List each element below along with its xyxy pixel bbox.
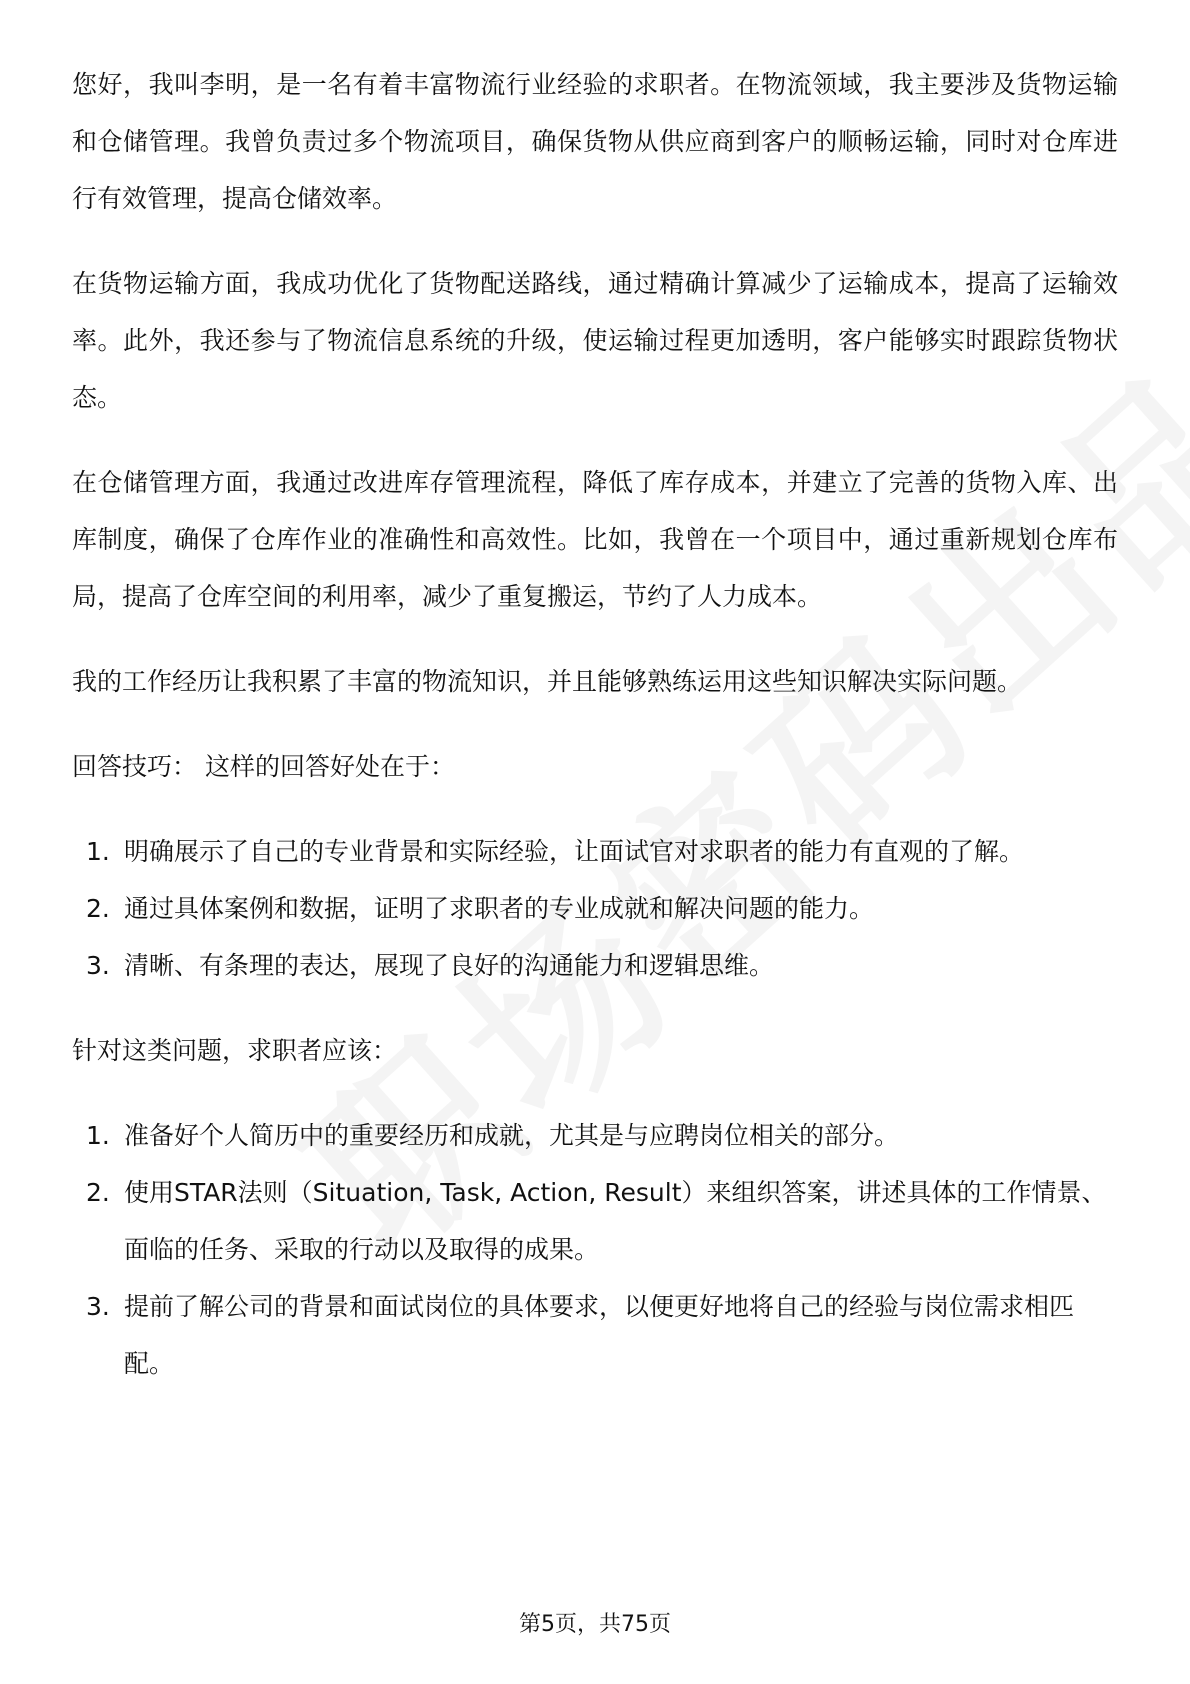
list-item [72, 823, 1118, 880]
list-item-text: 提前了解公司的背景和面试岗位的具体要求，以便更好地将自己的经验与岗位需求相匹配。 [124, 1292, 1075, 1378]
list-item [72, 937, 1118, 994]
list-item-text: 明确展示了自己的专业背景和实际经验，让面试官对求职者的能力有直观的了解。 [124, 837, 1025, 866]
advice-heading: 针对这类问题，求职者应该： [72, 1036, 398, 1065]
list-number: 3. [86, 1292, 110, 1321]
list-item [72, 1107, 1118, 1164]
list-item [72, 1164, 1118, 1278]
list-number: 1. [86, 1121, 110, 1150]
list-number: 2. [86, 1178, 110, 1207]
document-body [72, 56, 1118, 1420]
list-item-text: 使用STAR法则（Situation, Task, Action, Result）来组织答案，讲述具体的工作情景、面临的任务、采取的行动以及取得的成果。 [124, 1178, 1107, 1264]
list-item [72, 1278, 1118, 1392]
paragraph-transport: 在货物运输方面，我成功优化了货物配送路线，通过精确计算减少了运输成本，提高了运输效率。此外，我还参与了物流信息系统的升级，使运输过程更加透明，客户能够实时跟踪货物状态。 [72, 269, 1118, 412]
list-item [72, 880, 1118, 937]
list-item-text: 清晰、有条理的表达，展现了良好的沟通能力和逻辑思维。 [124, 951, 775, 980]
list-number: 2. [86, 894, 110, 923]
tips-list [72, 823, 1118, 994]
advice-list [72, 1107, 1118, 1392]
paragraph-summary: 我的工作经历让我积累了丰富的物流知识，并且能够熟练运用这些知识解决实际问题。 [72, 667, 1023, 696]
list-item-text: 准备好个人简历中的重要经历和成就，尤其是与应聘岗位相关的部分。 [124, 1121, 900, 1150]
page-footer: 第5页，共75页 [519, 1612, 671, 1637]
list-item-text: 通过具体案例和数据，证明了求职者的专业成就和解决问题的能力。 [124, 894, 875, 923]
paragraph-intro: 您好，我叫李明，是一名有着丰富物流行业经验的求职者。在物流领域，我主要涉及货物运输和仓储管理。我曾负责过多个物流项目，确保货物从供应商到客户的顺畅运输，同时对仓库进行有效管理，提高仓储效率。 [72, 70, 1118, 213]
list-number: 3. [86, 951, 110, 980]
tips-heading: 回答技巧： 这样的回答好处在于： [72, 752, 455, 781]
paragraph-warehouse: 在仓储管理方面，我通过改进库存管理流程，降低了库存成本，并建立了完善的货物入库、出库制度，确保了仓库作业的准确性和高效性。比如，我曾在一个项目中，通过重新规划仓库布局，提高了仓库空间的利用率，减少了重复搬运，节约了人力成本。 [72, 468, 1118, 611]
list-number: 1. [86, 837, 110, 866]
